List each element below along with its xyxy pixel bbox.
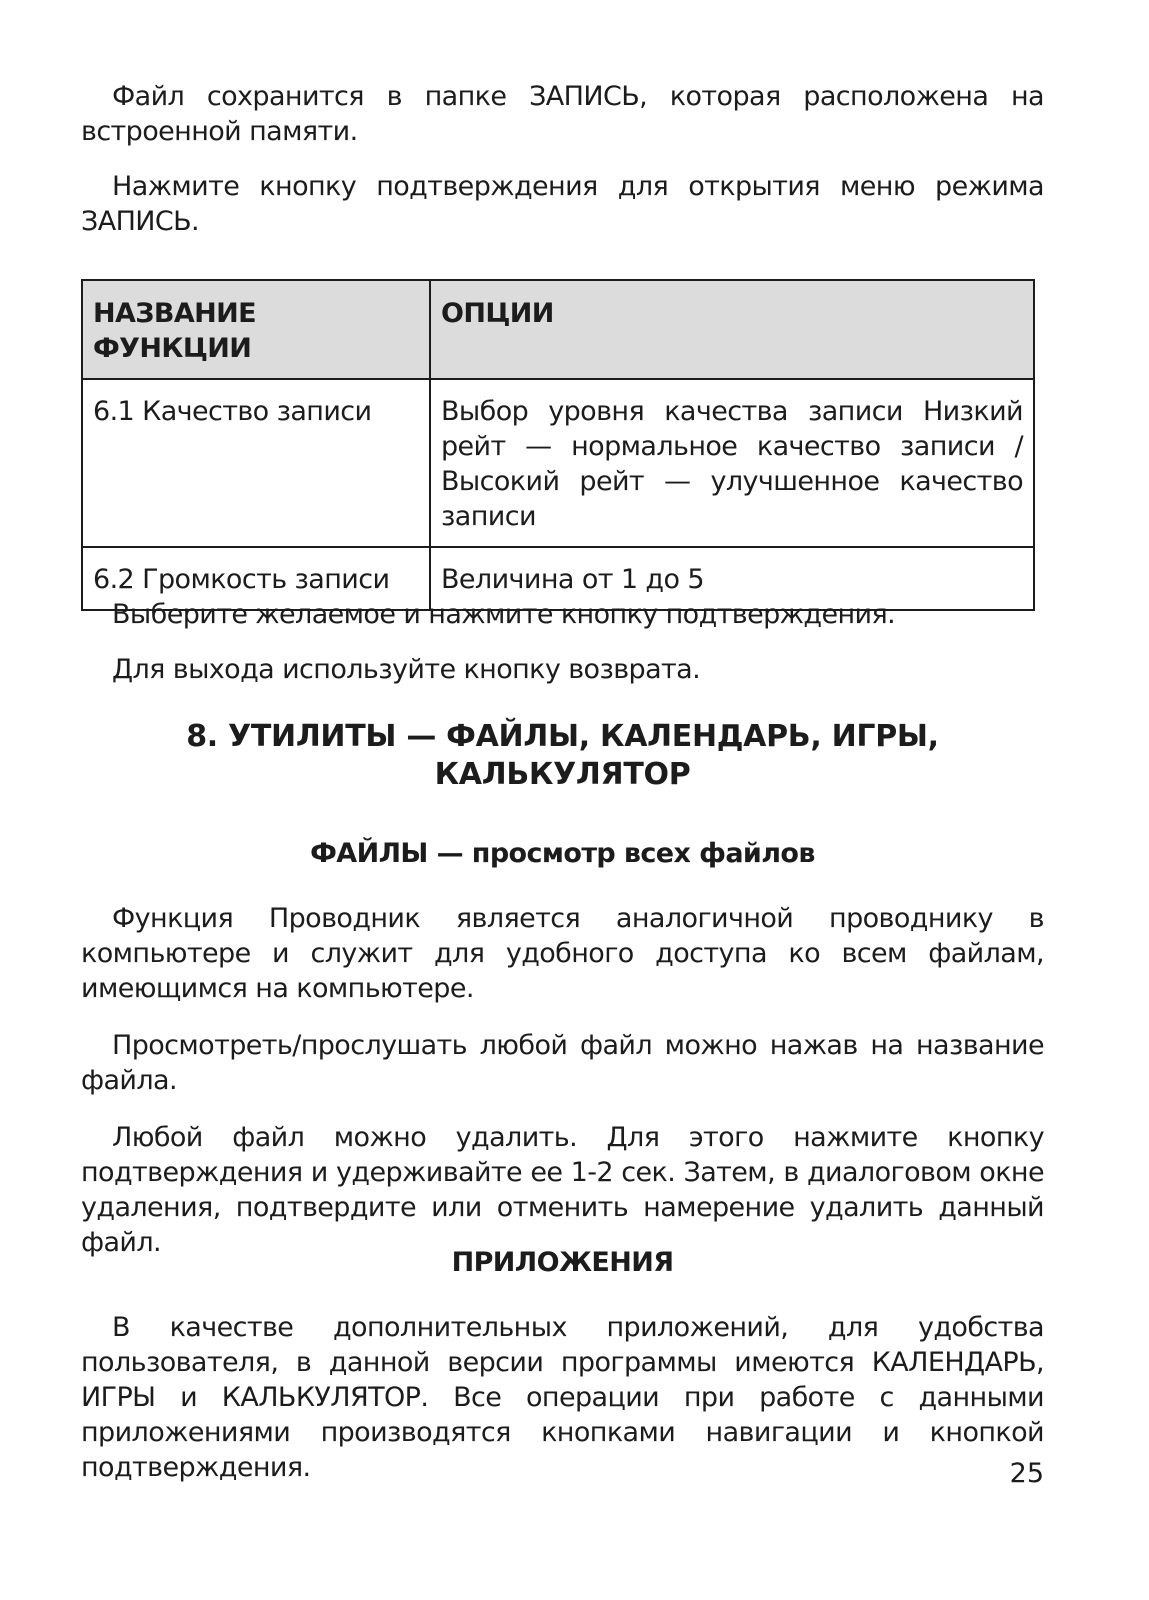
files-subheading: ФАЙЛЫ — просмотр всех файлов	[310, 838, 815, 869]
paragraph-apps: В качестве дополнительных приложений, для удобства пользователя, в данной версии программы имеются КАЛЕНДАРЬ, ИГРЫ и КАЛЬКУЛЯТОР. Все операции при работе с данными приложениями производятся кнопками навигации и кнопкой подтверждения.	[81, 1312, 1044, 1483]
paragraph-open-menu: Нажмите кнопку подтверждения для открытия меню режима ЗАПИСЬ.	[81, 171, 1044, 237]
paragraph-view-file: Просмотреть/прослушать любой файл можно нажав на название файла.	[81, 1030, 1044, 1096]
table-row	[82, 379, 1034, 547]
table-cell-options: Величина от 1 до 5	[430, 547, 1034, 610]
functions-table	[81, 279, 1035, 611]
paragraph-select: Выберите желаемое и нажмите кнопку подтверждения.	[112, 599, 896, 630]
table-header-function: НАЗВАНИЕ ФУНКЦИИ	[82, 280, 430, 379]
table-header-options: ОПЦИИ	[430, 280, 1034, 379]
paragraph-delete-file: Любой файл можно удалить. Для этого нажмите кнопку подтверждения и удерживайте ее 1-2 сек. Затем, в диалоговом окне удаления, подтвердите или отменить намерение удалить данный файл.	[81, 1122, 1044, 1258]
table-cell-function: 6.1 Качество записи	[82, 379, 430, 547]
table-cell-options: Выбор уровня качества записи Низкий рейт — нормальное качество записи / Высокий рейт — улучшенное качество записи	[430, 379, 1034, 547]
table-cell-function: 6.2 Громкость записи	[82, 547, 430, 610]
section-heading: 8. УТИЛИТЫ — ФАЙЛЫ, КАЛЕНДАРЬ, ИГРЫ, КАЛЬКУЛЯТОР	[186, 719, 939, 792]
paragraph-file-saved: Файл сохранится в папке ЗАПИСЬ, которая расположена на встроенной памяти.	[81, 81, 1044, 147]
paragraph-explorer: Функция Проводник является аналогичной проводнику в компьютере и служит для удобного доступа ко всем файлам, имеющимся на компьютере.	[81, 903, 1044, 1004]
apps-subheading: ПРИЛОЖЕНИЯ	[451, 1247, 674, 1278]
table-header-row	[82, 280, 1034, 379]
paragraph-exit: Для выхода используйте кнопку возврата.	[112, 654, 701, 685]
page-number: 25	[1009, 1458, 1044, 1489]
